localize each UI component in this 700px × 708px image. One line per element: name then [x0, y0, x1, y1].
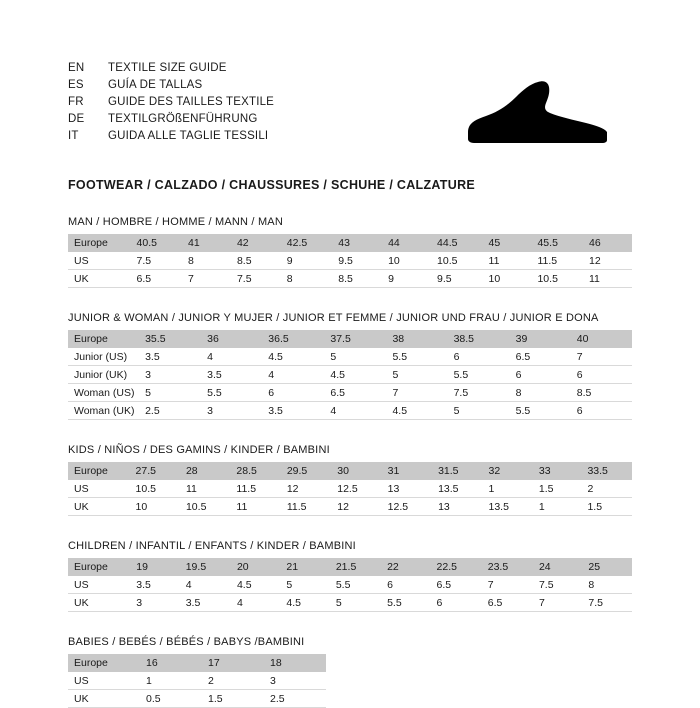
size-cell: 5.5 [386, 348, 447, 366]
size-cell: 7.5 [448, 384, 510, 402]
size-cell: 38.5 [448, 330, 510, 348]
size-cell: 39 [510, 330, 571, 348]
size-cell: 3.5 [180, 594, 231, 612]
size-cell: 2 [202, 672, 264, 690]
size-cell: 23.5 [482, 558, 533, 576]
size-cell: 1.5 [202, 690, 264, 708]
size-cell: 7.5 [231, 270, 281, 288]
size-row-label: Europe [68, 558, 130, 576]
size-cell: 6 [431, 594, 482, 612]
size-cell: 33.5 [581, 462, 632, 480]
size-cell: 30 [331, 462, 381, 480]
size-table-group-label: BABIES / BEBÉS / BÉBÉS / BABYS /BAMBINI [68, 636, 305, 648]
size-table-body [68, 654, 326, 708]
size-table-group [68, 540, 632, 612]
size-cell: 2.5 [139, 402, 201, 420]
size-cell: 43 [332, 234, 382, 252]
size-table-body [68, 462, 632, 516]
size-row-label: UK [68, 594, 130, 612]
size-cell: 6 [571, 366, 632, 384]
size-cell: 41 [182, 234, 231, 252]
size-cell: 4.5 [386, 402, 447, 420]
size-cell: 42.5 [281, 234, 333, 252]
size-cell: 8 [510, 384, 571, 402]
size-cell: 44.5 [431, 234, 483, 252]
language-row [68, 94, 274, 111]
size-table-row [68, 402, 632, 420]
size-cell: 1.5 [581, 498, 632, 516]
size-cell: 1.5 [533, 480, 582, 498]
size-cell: 18 [264, 654, 326, 672]
size-cell: 3 [201, 402, 262, 420]
size-table-row [68, 498, 632, 516]
size-table-group-label: JUNIOR & WOMAN / JUNIOR Y MUJER / JUNIOR ET FEMME / JUNIOR UND FRAU / JUNIOR E DONA [68, 312, 599, 324]
size-cell: 10.5 [180, 498, 230, 516]
size-cell: 42 [231, 234, 281, 252]
size-cell: 4 [324, 402, 386, 420]
size-cell: 31.5 [432, 462, 482, 480]
size-table-header-row [68, 654, 326, 672]
size-cell: 40 [571, 330, 632, 348]
size-cell: 12 [281, 480, 331, 498]
size-cell: 3.5 [201, 366, 262, 384]
size-table-group-label: KIDS / NIÑOS / DES GAMINS / KINDER / BAMBINI [68, 444, 330, 456]
size-cell: 3 [264, 672, 326, 690]
size-cell: 1 [140, 672, 202, 690]
size-table-row [68, 690, 326, 708]
size-cell: 5.5 [448, 366, 510, 384]
size-cell: 7 [571, 348, 632, 366]
size-cell: 3.5 [139, 348, 201, 366]
size-table [68, 330, 632, 420]
language-row [68, 60, 274, 77]
size-cell: 1 [483, 480, 533, 498]
language-title: GUÍA DE TALLAS [108, 79, 203, 91]
size-cell: 6.5 [510, 348, 571, 366]
size-cell: 7.5 [131, 252, 183, 270]
size-cell: 7.5 [582, 594, 632, 612]
language-row [68, 77, 274, 94]
size-cell: 5 [139, 384, 201, 402]
size-cell: 22.5 [431, 558, 482, 576]
size-cell: 6 [510, 366, 571, 384]
size-cell: 7.5 [533, 576, 582, 594]
size-cell: 7 [182, 270, 231, 288]
language-code: DE [68, 113, 85, 125]
size-cell: 5 [330, 594, 381, 612]
size-cell: 25 [582, 558, 632, 576]
size-cell: 6 [381, 576, 430, 594]
size-cell: 5.5 [330, 576, 381, 594]
size-table-row [68, 270, 632, 288]
size-cell: 19.5 [180, 558, 231, 576]
size-row-label: US [68, 672, 140, 690]
language-code: IT [68, 130, 79, 142]
size-row-label: UK [68, 270, 131, 288]
size-table-group-label: CHILDREN / INFANTIL / ENFANTS / KINDER / BAMBINI [68, 540, 356, 552]
size-table [68, 462, 632, 516]
size-row-label: Junior (UK) [68, 366, 139, 384]
size-cell: 36.5 [262, 330, 324, 348]
size-cell: 4.5 [280, 594, 329, 612]
size-cell: 7 [482, 576, 533, 594]
size-cell: 5 [280, 576, 329, 594]
size-row-label: Europe [68, 462, 130, 480]
size-table-header-row [68, 330, 632, 348]
size-table-group [68, 216, 632, 288]
size-cell: 13.5 [483, 498, 533, 516]
size-cell: 12.5 [331, 480, 381, 498]
size-table-body [68, 330, 632, 420]
size-cell: 2 [581, 480, 632, 498]
size-cell: 12 [331, 498, 381, 516]
size-cell: 7 [533, 594, 582, 612]
language-title: TEXTILE SIZE GUIDE [108, 62, 227, 74]
size-table-row [68, 672, 326, 690]
size-cell: 22 [381, 558, 430, 576]
size-cell: 4 [180, 576, 231, 594]
size-cell: 10.5 [531, 270, 583, 288]
size-row-label: US [68, 576, 130, 594]
dress-shoe-icon [434, 78, 614, 148]
language-title: TEXTILGRÖßENFÜHRUNG [108, 113, 258, 125]
size-cell: 19 [130, 558, 179, 576]
size-cell: 11 [583, 270, 632, 288]
size-cell: 45 [483, 234, 532, 252]
language-title-list-body [68, 60, 274, 145]
size-cell: 5.5 [381, 594, 430, 612]
size-cell: 27.5 [130, 462, 180, 480]
size-table-group [68, 444, 632, 516]
size-cell: 1 [533, 498, 582, 516]
size-cell: 4 [201, 348, 262, 366]
language-code: FR [68, 96, 84, 108]
size-row-label: Europe [68, 654, 140, 672]
size-cell: 11.5 [281, 498, 331, 516]
size-table-row [68, 480, 632, 498]
size-cell: 3 [130, 594, 179, 612]
size-cell: 13 [382, 480, 432, 498]
size-cell: 8.5 [231, 252, 281, 270]
size-table-group [68, 636, 632, 708]
size-cell: 9.5 [332, 252, 382, 270]
size-cell: 32 [483, 462, 533, 480]
size-cell: 17 [202, 654, 264, 672]
size-cell: 29.5 [281, 462, 331, 480]
size-table [68, 558, 632, 612]
size-cell: 4.5 [262, 348, 324, 366]
size-cell: 40.5 [131, 234, 183, 252]
size-row-label: UK [68, 690, 140, 708]
size-cell: 33 [533, 462, 582, 480]
size-cell: 37.5 [324, 330, 386, 348]
size-cell: 21 [280, 558, 329, 576]
size-cell: 20 [231, 558, 280, 576]
language-title: GUIDE DES TAILLES TEXTILE [108, 96, 275, 108]
size-row-label: Europe [68, 234, 131, 252]
size-cell: 21.5 [330, 558, 381, 576]
size-cell: 6 [448, 348, 510, 366]
size-table-header-row [68, 462, 632, 480]
size-cell: 8 [281, 270, 333, 288]
size-table-group-label: MAN / HOMBRE / HOMME / MANN / MAN [68, 216, 283, 228]
size-cell: 45.5 [531, 234, 583, 252]
size-table-group [68, 312, 632, 420]
size-cell: 6.5 [131, 270, 183, 288]
size-row-label: US [68, 252, 131, 270]
size-cell: 8 [582, 576, 632, 594]
size-cell: 24 [533, 558, 582, 576]
size-cell: 8 [182, 252, 231, 270]
size-cell: 2.5 [264, 690, 326, 708]
size-cell: 12 [583, 252, 632, 270]
size-table-row [68, 384, 632, 402]
language-row [68, 128, 274, 145]
size-cell: 8.5 [332, 270, 382, 288]
size-cell: 16 [140, 654, 202, 672]
size-cell: 8.5 [571, 384, 632, 402]
size-row-label: Woman (UK) [68, 402, 139, 420]
size-cell: 38 [386, 330, 447, 348]
size-table-header-row [68, 558, 632, 576]
size-table-row [68, 348, 632, 366]
size-cell: 6.5 [324, 384, 386, 402]
size-cell: 4 [231, 594, 280, 612]
size-cell: 3 [139, 366, 201, 384]
size-cell: 10 [130, 498, 180, 516]
size-cell: 5 [386, 366, 447, 384]
language-title-list [68, 60, 274, 145]
size-table-header-row [68, 234, 632, 252]
size-cell: 11.5 [531, 252, 583, 270]
size-table-body [68, 558, 632, 612]
size-cell: 6.5 [431, 576, 482, 594]
language-row [68, 111, 274, 128]
size-cell: 10 [483, 270, 532, 288]
header [68, 60, 632, 156]
size-cell: 4 [262, 366, 324, 384]
size-cell: 9.5 [431, 270, 483, 288]
size-cell: 6.5 [482, 594, 533, 612]
size-cell: 36 [201, 330, 262, 348]
size-cell: 11 [483, 252, 532, 270]
size-tables-container [68, 216, 632, 708]
size-cell: 10.5 [431, 252, 483, 270]
size-cell: 11.5 [230, 480, 280, 498]
size-table-row [68, 366, 632, 384]
size-table-row [68, 594, 632, 612]
size-cell: 4.5 [231, 576, 280, 594]
size-cell: 9 [281, 252, 333, 270]
size-row-label: Woman (US) [68, 384, 139, 402]
size-cell: 4.5 [324, 366, 386, 384]
language-title: GUIDA ALLE TAGLIE TESSILI [108, 130, 269, 142]
size-cell: 31 [382, 462, 432, 480]
size-cell: 9 [382, 270, 431, 288]
section-title: FOOTWEAR / CALZADO / CHAUSSURES / SCHUHE / CALZATURE [68, 178, 476, 192]
size-cell: 10 [382, 252, 431, 270]
size-table-body [68, 234, 632, 288]
size-cell: 5.5 [201, 384, 262, 402]
size-row-label: Europe [68, 330, 139, 348]
language-code: EN [68, 62, 85, 74]
size-table-row [68, 576, 632, 594]
size-cell: 3.5 [130, 576, 179, 594]
size-table [68, 234, 632, 288]
size-row-label: UK [68, 498, 130, 516]
size-cell: 11 [230, 498, 280, 516]
size-cell: 35.5 [139, 330, 201, 348]
size-cell: 28 [180, 462, 230, 480]
size-table-row [68, 252, 632, 270]
size-row-label: Junior (US) [68, 348, 139, 366]
size-cell: 6 [571, 402, 632, 420]
size-cell: 0.5 [140, 690, 202, 708]
size-cell: 11 [180, 480, 230, 498]
size-cell: 44 [382, 234, 431, 252]
size-cell: 10.5 [130, 480, 180, 498]
size-cell: 28.5 [230, 462, 280, 480]
size-cell: 6 [262, 384, 324, 402]
size-cell: 46 [583, 234, 632, 252]
language-code: ES [68, 79, 84, 91]
size-row-label: US [68, 480, 130, 498]
size-cell: 7 [386, 384, 447, 402]
size-cell: 3.5 [262, 402, 324, 420]
size-cell: 5 [324, 348, 386, 366]
size-cell: 13 [432, 498, 482, 516]
size-cell: 12.5 [382, 498, 432, 516]
size-cell: 5 [448, 402, 510, 420]
size-cell: 13.5 [432, 480, 482, 498]
size-cell: 5.5 [510, 402, 571, 420]
